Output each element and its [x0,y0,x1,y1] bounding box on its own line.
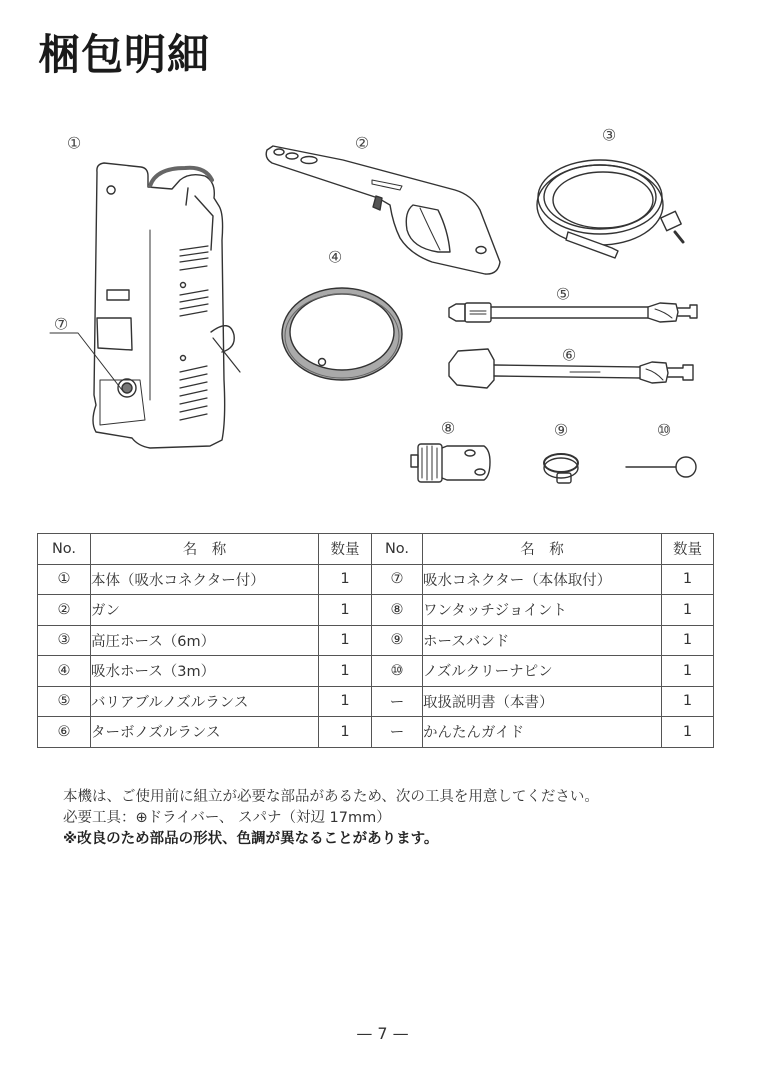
parts-table [37,533,714,748]
table-row [38,595,714,626]
header-qty: 数量 [319,534,372,565]
figure-label-10: ⑩ [656,420,672,440]
one-touch-joint-drawing [411,444,490,482]
part-name: ガン [91,595,319,626]
figure-label-3: ③ [601,125,617,145]
part-name: 本体（吸水コネクター付） [91,564,319,595]
header-no: No. [38,534,91,565]
part-qty: 1 [662,656,714,687]
figure-label-1: ① [66,133,82,153]
part-no: ⑦ [372,564,423,595]
hose-band-drawing [544,454,578,483]
part-no: ⑩ [372,656,423,687]
page-title: 梱包明細 [38,30,211,79]
part-name: かんたんガイド [423,717,662,748]
table-row [38,686,714,717]
part-no: ① [38,564,91,595]
part-no: ④ [38,656,91,687]
table-row [38,656,714,687]
part-name: 高圧ホース（6m） [91,625,319,656]
part-qty: 1 [662,595,714,626]
part-no: ー [372,717,423,748]
spray-gun-drawing [266,146,500,274]
part-name: ターボノズルランス [91,717,319,748]
part-qty: 1 [662,564,714,595]
notes-required-tools: 必要工具：⊕ドライバー、 スパナ（対辺 17mm） [63,810,391,826]
table-header-row [38,534,714,565]
part-no: ⑤ [38,686,91,717]
figure-label-7: ⑦ [53,314,69,334]
suction-hose-drawing [282,288,402,380]
figure-label-6: ⑥ [561,345,577,365]
table-row [38,564,714,595]
part-qty: 1 [662,717,714,748]
header-qty: 数量 [662,534,714,565]
part-qty: 1 [319,686,372,717]
nozzle-cleaning-pin-drawing [626,457,696,477]
header-name: 名 称 [91,534,319,565]
figure-label-4: ④ [327,247,343,267]
part-qty: 1 [319,625,372,656]
part-no: ⑧ [372,595,423,626]
table-row [38,717,714,748]
notes-disclaimer: ※改良のため部品の形状、色調が異なることがあります。 [63,831,439,847]
page-number: — 7 — [356,1024,409,1043]
figure-label-2: ② [354,133,370,153]
part-qty: 1 [319,564,372,595]
part-name: ホースバンド [423,625,662,656]
high-pressure-hose-drawing [537,160,683,258]
notes-tools-intro: 本機は、ご使用前に組立が必要な部品があるため、次の工具を用意してください。 [63,789,599,805]
variable-nozzle-lance-drawing [449,303,697,322]
figure-label-9: ⑨ [553,420,569,440]
turbo-nozzle-lance-drawing [449,349,693,388]
part-no: ② [38,595,91,626]
figure-label-5: ⑤ [555,284,571,304]
part-qty: 1 [662,625,714,656]
part-name: 取扱説明書（本書） [423,686,662,717]
part-no: ③ [38,625,91,656]
part-no: ⑥ [38,717,91,748]
part-qty: 1 [662,686,714,717]
part-name: 吸水ホース（3m） [91,656,319,687]
part-qty: 1 [319,595,372,626]
pressure-washer-body-drawing [50,163,240,448]
part-name: バリアブルノズルランス [91,686,319,717]
part-no: ー [372,686,423,717]
figure-label-8: ⑧ [440,418,456,438]
part-no: ⑨ [372,625,423,656]
part-qty: 1 [319,717,372,748]
header-no: No. [372,534,423,565]
header-name: 名 称 [423,534,662,565]
parts-illustration [0,0,765,520]
notes-section [63,787,599,850]
part-name: 吸水コネクター（本体取付） [423,564,662,595]
part-name: ノズルクリーナピン [423,656,662,687]
part-name: ワンタッチジョイント [423,595,662,626]
table-row [38,625,714,656]
part-qty: 1 [319,656,372,687]
